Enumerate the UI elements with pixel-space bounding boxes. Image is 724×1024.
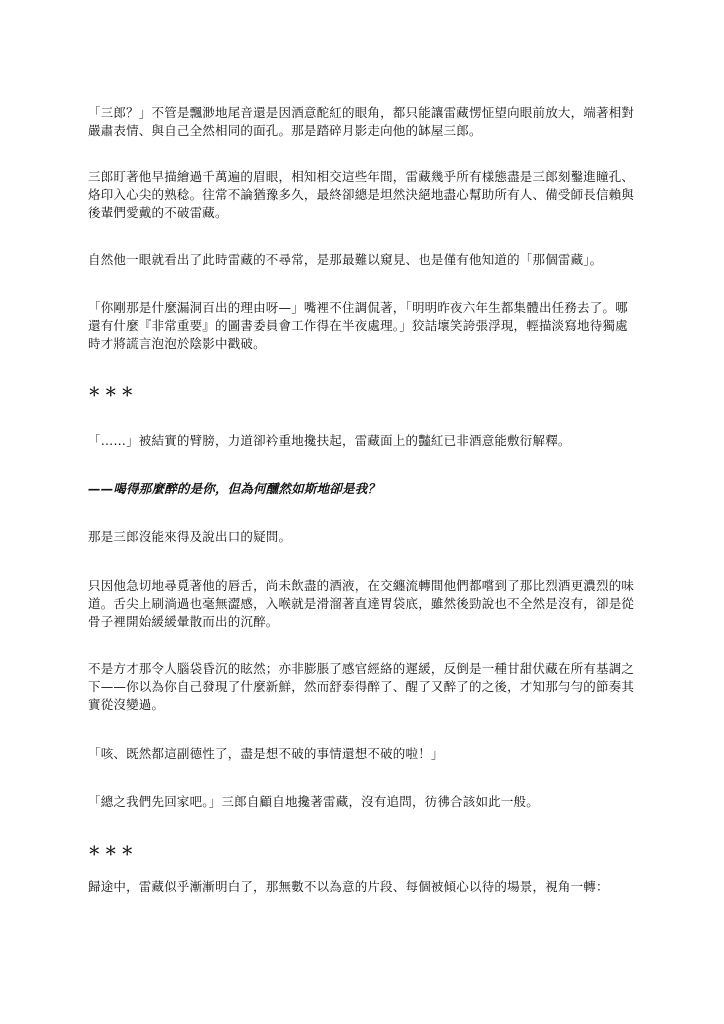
paragraph-11: 歸途中，雷藏似乎漸漸明白了，那無數不以為意的片段、每個被傾心以待的場景，視角一轉： bbox=[88, 879, 609, 894]
paragraph-8: 不是方才那令人腦袋昏沉的眩然；亦非膨脹了感官經絡的遲緩，反倒是一種甘甜伏藏在所有基調之下——你以為你自己發現了什麼新鮮，然而舒泰得醉了、醒了又醉了的之後，才知那勻勻的節奏其實從沒變過。 bbox=[88, 661, 635, 712]
paragraph-1: 「三郎？」不管是飄渺地尾音還是因酒意酡紅的眼角，都只能讓雷藏愣怔望向眼前放大，端著相對嚴肅表情、與自己全然相同的面孔。那是踏碎月影走向他的缽屋三郎。 bbox=[88, 105, 635, 138]
section-separator-1: ＊＊＊ bbox=[88, 384, 138, 399]
section-separator-2: ＊＊＊ bbox=[88, 843, 138, 858]
paragraph-3: 自然他一眼就看出了此時雷藏的不尋常，是那最難以窺見、也是僅有他知道的「那個雷藏」。 bbox=[88, 252, 603, 267]
paragraph-italic-thought: ——喝得那麼醉的是你，但為何醺然如斯地卻是我？ bbox=[88, 481, 381, 496]
paragraph-7: 只因他急切地尋覓著他的唇舌，尚未飲盡的酒液，在交纏流轉間他們都嚐到了那比烈酒更濃烈的味道。舌尖上刷淌過也毫無澀感，入喉就是滑溜著直達胃袋底，雖然後勁說也不全然是沒有，卻是從骨子裡開始緩緩暈散而出的沉醉。 bbox=[88, 578, 635, 629]
paragraph-4: 「你剛那是什麼漏洞百出的理由呀—」嘴裡不住調侃著，「明明昨夜六年生都集體出任務去了。哪還有什麼『非常重要』的圖書委員會工作得在半夜處理。」狡詰壞笑誇張浮現，輕描淡寫地待獨處時才將謊言泡泡於陰影中戳破。 bbox=[88, 300, 628, 351]
paragraph-10: 「總之我們先回家吧。」三郎自顧自地攙著雷藏，沒有追問，彷彿合該如此一般。 bbox=[88, 794, 539, 809]
paragraph-5: 「……」被結實的臂膀，力道卻衿重地攙扶起，雷藏面上的豔紅已非酒意能敷衍解釋。 bbox=[88, 433, 571, 448]
paragraph-6: 那是三郎沒能來得及說出口的疑問。 bbox=[88, 529, 292, 544]
paragraph-9: 「咳、既然都這副德性了，盡是想不破的事情還想不破的啦！」 bbox=[88, 746, 444, 761]
paragraph-2: 三郎盯著他早描繪過千萬遍的眉眼，相知相交這些年間，雷藏幾乎所有樣態盡是三郎刻鑿進瞳孔、烙印入心尖的熟稔。往常不論猶豫多久，最終卻總是坦然決絕地盡心幫助所有人、備受師長信賴與後輩們愛戴的不破雷藏。 bbox=[88, 169, 635, 220]
